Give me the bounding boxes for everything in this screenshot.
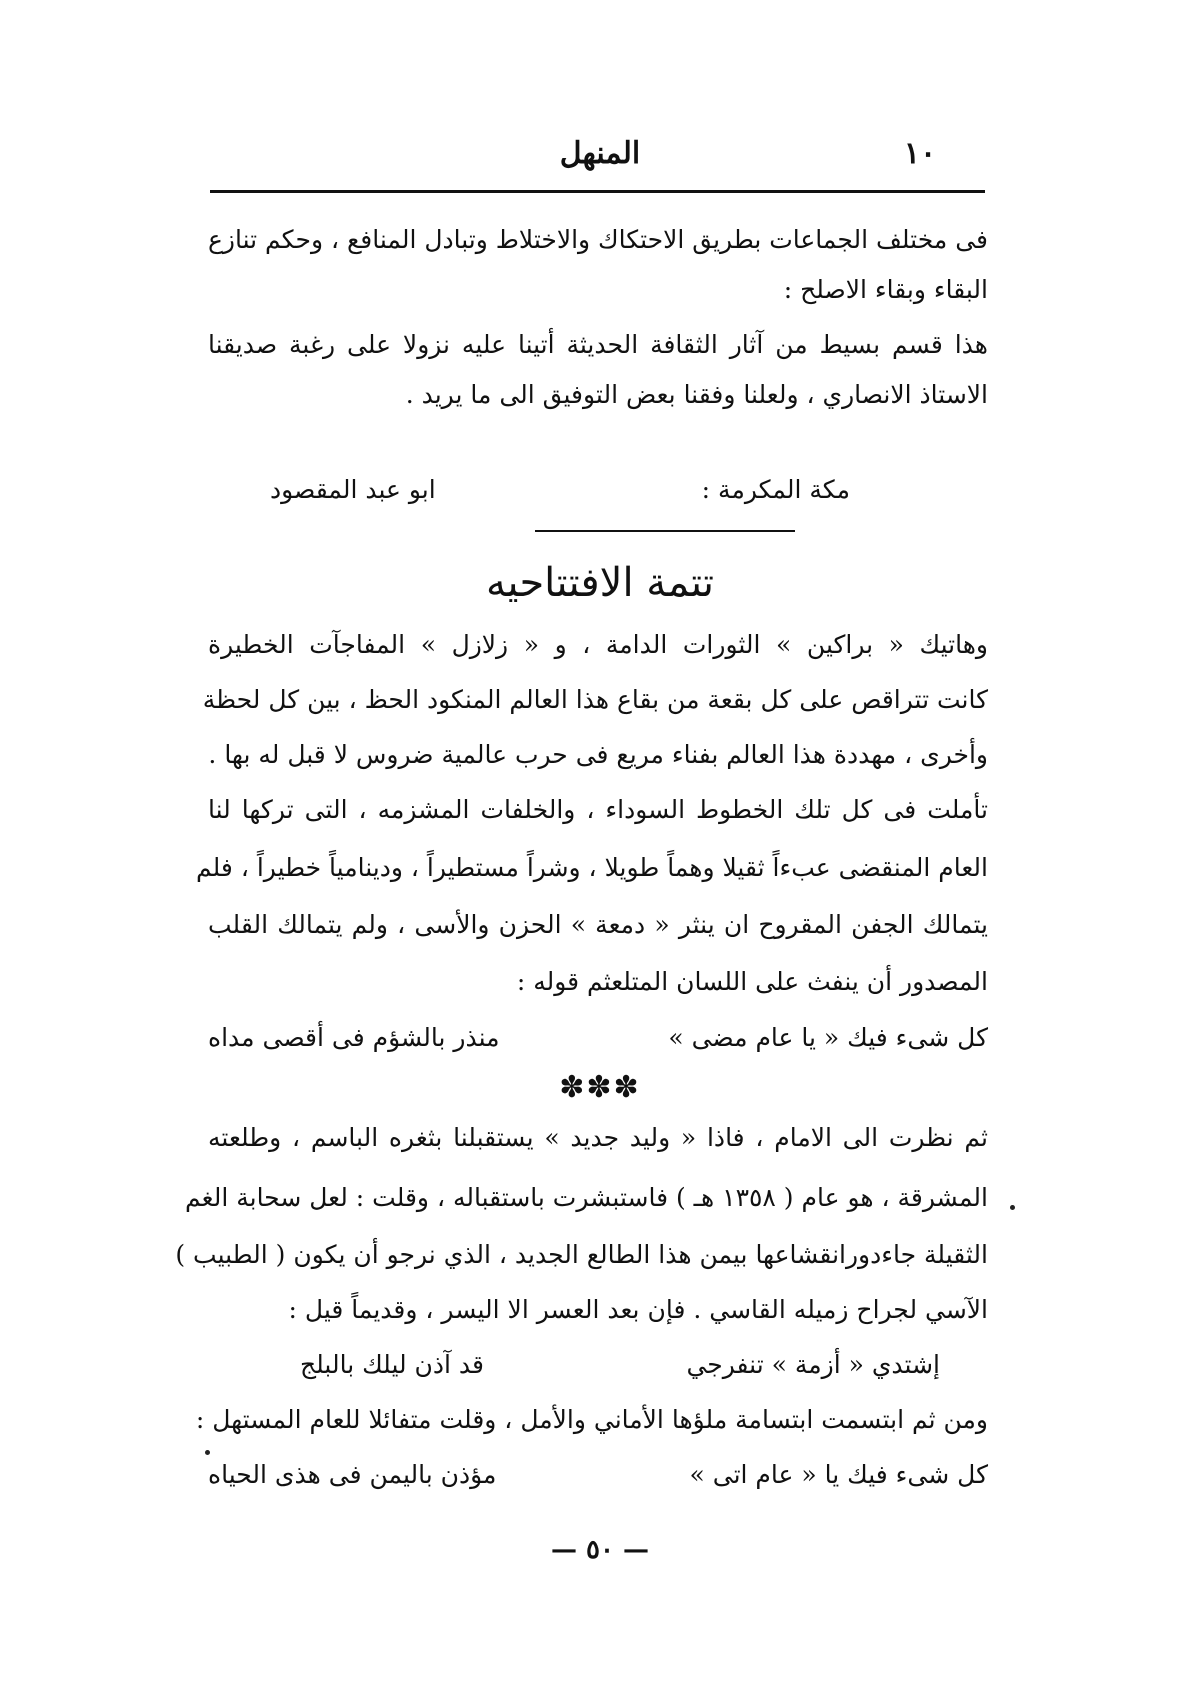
signature — [270, 470, 850, 510]
verse-first-hemistich: إشتدي « أزمة » تنفرجي — [686, 1350, 940, 1379]
paragraph-line: المشرقة ، هو عام ( ١٣٥٨ هـ ) فاستبشرت باستقباله ، وقلت : لعل سحابة الغم — [185, 1183, 988, 1212]
header-page-number: ١٠ — [903, 136, 937, 171]
paragraph-line: يتمالك الجفن المقروح ان ينثر « دمعة » الحزن والأسى ، ولم يتمالك القلب — [208, 910, 988, 939]
paragraph-line: تأملت فى كل تلك الخطوط السوداء ، والخلفات المشزمه ، التى تركها لنا — [208, 795, 988, 824]
verse — [208, 1018, 988, 1058]
paragraph-line: كانت تتراقص على كل بقعة من بقاع هذا العالم المنكود الحظ ، بين كل لحظة — [202, 685, 988, 714]
footer-page-number: — ٥٠ — — [550, 1535, 650, 1565]
section-title: تتمة الافتتاحيه — [485, 560, 715, 606]
verse-second-hemistich: قد آذن ليلك بالبلج — [300, 1350, 485, 1379]
verse-first-hemistich: كل شىء فيك « يا عام مضى » — [668, 1023, 988, 1052]
print-speck — [205, 1450, 210, 1455]
signature-place: مكة المكرمة : — [701, 475, 850, 504]
intro-line: البقاء وبقاء الاصلح : — [783, 275, 988, 304]
paragraph-line: وأخرى ، مهددة هذا العالم بفناء مريع فى حرب عالمية ضروس لا قبل له بها . — [208, 740, 988, 769]
intro-line: فى مختلف الجماعات بطريق الاحتكاك والاختلاط وتبادل المنافع ، وحكم تنازع — [207, 225, 988, 254]
signature-author: ابو عبد المقصود — [270, 475, 436, 504]
paragraph-line: الثقيلة جاءدورانقشاعها بيمن هذا الطالع الجديد ، الذي نرجو أن يكون ( الطبيب ) — [175, 1240, 988, 1269]
header-divider — [210, 190, 985, 193]
note-line: الاستاذ الانصاري ، ولعلنا وفقنا بعض التوفيق الى ما يريد . — [405, 380, 988, 409]
verse-second-hemistich: مؤذن باليمن فى هذى الحياه — [208, 1460, 497, 1489]
section-divider — [535, 530, 795, 532]
paragraph-line: العام المنقضى عبءاً ثقيلا وهماً طويلا ، وشراً مستطيراً ، ودينامياً خطيراً ، فلم — [196, 853, 988, 882]
verse-first-hemistich: كل شىء فيك يا « عام اتى » — [689, 1460, 988, 1489]
paragraph-line: ومن ثم ابتسمت ابتسامة ملؤها الأماني والأمل ، وقلت متفائلا للعام المستهل : — [195, 1405, 988, 1434]
header-title: المنهل — [559, 136, 641, 171]
print-speck — [1010, 1205, 1015, 1210]
paragraph-line: المصدور أن ينفث على اللسان المتلعثم قوله : — [516, 967, 988, 996]
verse — [300, 1345, 940, 1385]
verse-second-hemistich: منذر بالشؤم فى أقصى مداه — [208, 1023, 500, 1052]
paragraph-line: ثم نظرت الى الامام ، فاذا « وليد جديد » يستقبلنا بثغره الباسم ، وطلعته — [208, 1123, 988, 1152]
paragraph-line: الآسي لجراح زميله القاسي . فإن بعد العسر الا اليسر ، وقديماً قيل : — [288, 1295, 988, 1324]
verse — [208, 1455, 988, 1495]
paragraph-line: وهاتيك « براكين » الثورات الدامة ، و « زلازل » المفاجآت الخطيرة — [208, 630, 988, 659]
ornament-stars: ✽✽✽ — [559, 1070, 641, 1105]
note-line: هذا قسم بسيط من آثار الثقافة الحديثة أتينا عليه نزولا على رغبة صديقنا — [208, 330, 988, 359]
